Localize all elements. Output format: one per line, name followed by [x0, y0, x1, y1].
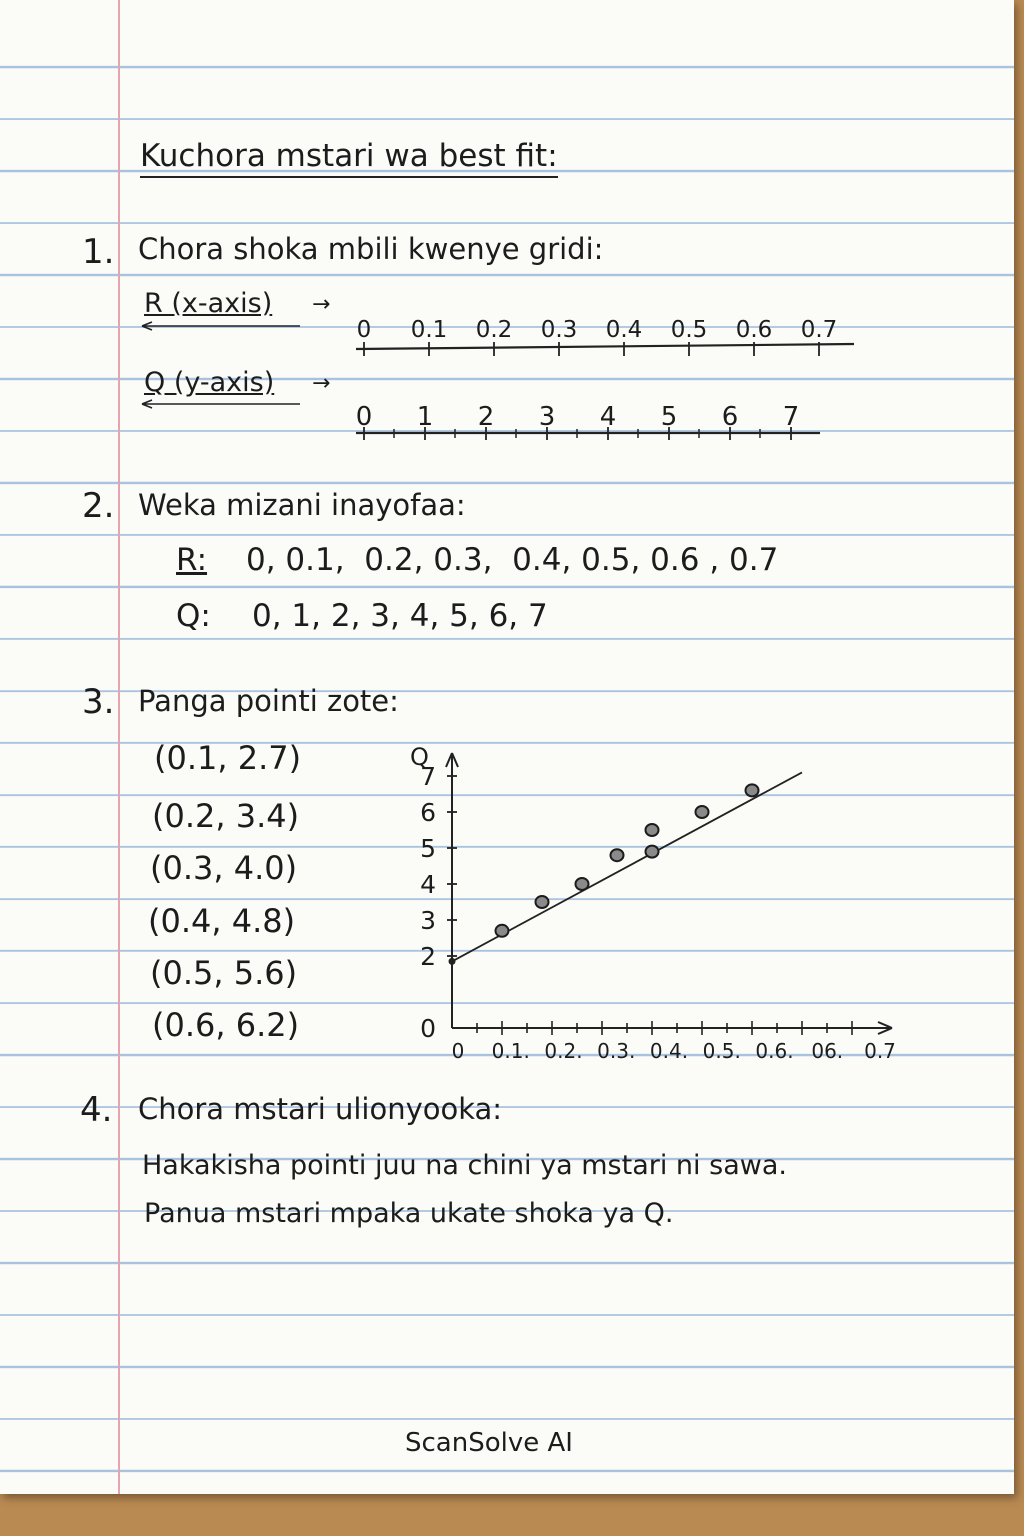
y-arrow-icon: → [312, 371, 331, 396]
point-6: (0.6, 6.2) [152, 1006, 300, 1044]
r-scale-values: 0, 0.1, 0.2, 0.3, 0.4, 0.5, 0.6 , 0.7 [246, 542, 779, 578]
data-point [696, 806, 709, 818]
x-tick-label: 0.1. [491, 1039, 530, 1063]
data-point [646, 846, 659, 858]
x-sketch-tick-label: 0.2 [475, 317, 513, 343]
step-1-text: Chora shoka mbili kwenye gridi: [138, 232, 604, 266]
x-sketch-axis [356, 317, 854, 356]
point-5: (0.5, 5.6) [150, 954, 298, 992]
y-sketch-tick-label: 6 [721, 402, 739, 432]
y-tick-label: 7 [420, 762, 436, 791]
y-sketch-tick-label: 4 [599, 402, 617, 432]
x-tick-label: 0.3. [597, 1039, 636, 1063]
step-4-text: Chora mstari ulionyooka: [138, 1092, 503, 1126]
x-tick-label: 0.2. [544, 1039, 583, 1063]
y-axis-label: Q (y-axis) [144, 367, 275, 398]
y-sketch-tick-label: 1 [416, 402, 434, 432]
r-scale-label: R: [176, 542, 208, 578]
point-1: (0.1, 2.7) [154, 739, 302, 777]
x-tick-label: 0.7 [864, 1039, 896, 1063]
data-point [611, 849, 624, 861]
instruction-2: Panua mstari mpaka ukate shoka ya Q. [144, 1198, 674, 1229]
step-3-text: Panga pointi zote: [138, 684, 399, 718]
x-sketch-tick-label: 0.3 [540, 317, 578, 343]
x-sketch-tick-label: 0.7 [800, 317, 838, 343]
q-scale-label: Q: [176, 598, 211, 634]
data-point [496, 925, 509, 937]
y-intercept-point [449, 958, 456, 965]
x-tick-label: 0.6. [755, 1039, 794, 1063]
y-tick-label: 2 [420, 942, 436, 971]
y-sketch-tick-label: 2 [477, 402, 495, 432]
x-arrow-icon: → [312, 292, 331, 317]
y-sketch-tick-label: 7 [782, 402, 800, 432]
x-tick-label: 0.4. [649, 1039, 689, 1063]
y-sketch-tick-label: 0 [355, 402, 373, 432]
q-scale-values: 0, 1, 2, 3, 4, 5, 6, 7 [252, 598, 548, 634]
step-1-number: 1. [82, 232, 115, 272]
y-sketch-tick-label: 3 [538, 402, 556, 432]
x-sketch-tick-label: 0.5 [670, 317, 708, 343]
y-sketch-tick-label: 5 [660, 402, 678, 432]
point-4: (0.4, 4.8) [148, 902, 296, 940]
data-point [646, 824, 659, 836]
y-axis-title: Q [410, 743, 429, 771]
y-tick-label: 0 [420, 1014, 436, 1043]
axis-sketches [0, 0, 1014, 470]
y-tick-label: 3 [420, 906, 436, 935]
data-point [576, 878, 589, 890]
data-point [746, 784, 759, 796]
x-tick-label: 06. [811, 1039, 844, 1063]
x-tick-label: 0 [451, 1039, 465, 1063]
x-sketch-tick-label: 0.1 [410, 317, 448, 343]
x-sketch-tick-label: 0 [356, 317, 372, 343]
x-tick-label: 0.5. [702, 1039, 741, 1063]
y-sketch-axis [356, 402, 820, 440]
y-tick-label: 6 [420, 798, 436, 827]
step-2-number: 2. [82, 486, 115, 526]
y-tick-label: 5 [420, 834, 436, 863]
page-title: Kuchora mstari wa best fit: [140, 138, 558, 178]
x-axis-label: R (x-axis) [144, 288, 273, 319]
scatter-chart [400, 735, 920, 1080]
step-4-number: 4. [80, 1090, 113, 1130]
footer-brand: ScanSolve AI [405, 1428, 573, 1458]
x-sketch-tick-label: 0.4 [605, 317, 643, 343]
point-3: (0.3, 4.0) [150, 849, 298, 887]
step-3-number: 3. [82, 682, 115, 722]
point-2: (0.2, 3.4) [152, 797, 300, 835]
x-sketch-tick-label: 0.6 [735, 317, 773, 343]
instruction-1: Hakakisha pointi juu na chini ya mstari ni sawa. [142, 1150, 787, 1181]
y-tick-label: 4 [420, 870, 436, 899]
step-2-text: Weka mizani inayofaa: [138, 488, 466, 522]
data-point [536, 896, 549, 908]
